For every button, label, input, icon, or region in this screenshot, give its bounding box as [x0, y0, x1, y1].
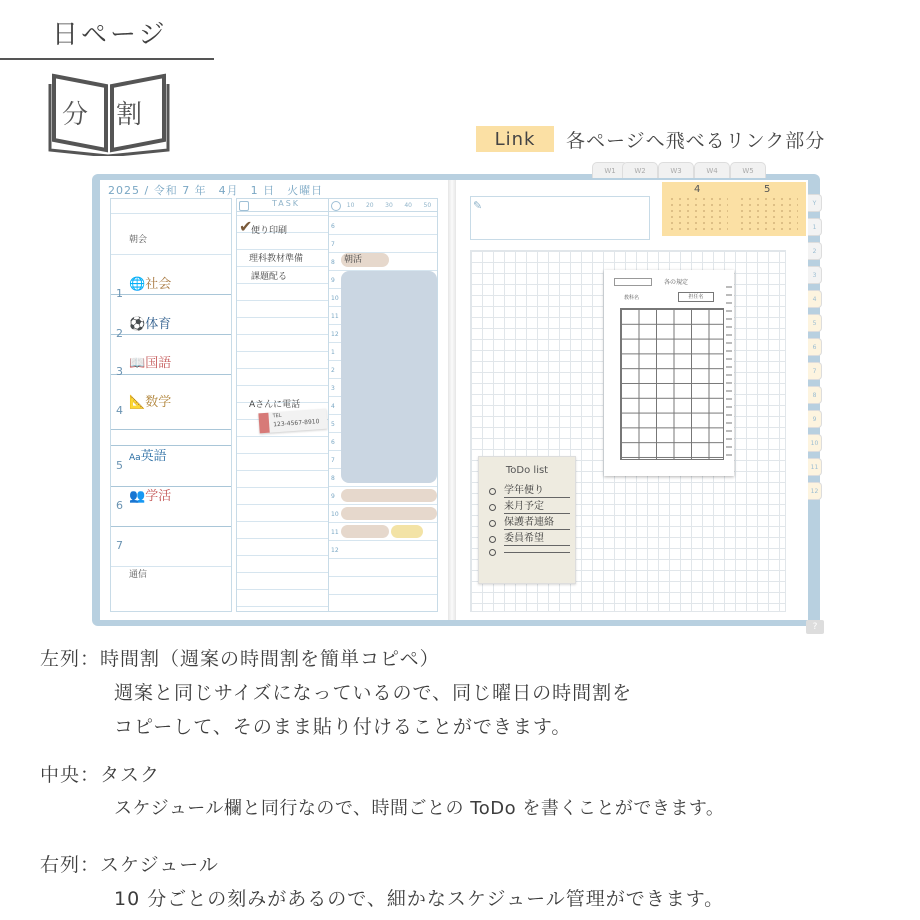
calendar-month: 4	[694, 184, 701, 195]
hour-label: 10	[331, 295, 339, 302]
todo-item[interactable]: 来月予定	[489, 501, 570, 514]
sticker-title: 各の規定	[664, 279, 689, 286]
mini-calendar[interactable]	[662, 182, 806, 236]
link-badge: Link	[476, 126, 554, 152]
hour-label: 12	[331, 547, 339, 554]
hour-label: 12	[331, 331, 339, 338]
month-tab[interactable]: 8	[808, 386, 822, 404]
book-icon: 📖	[129, 356, 146, 371]
hour-label: 6	[331, 439, 335, 446]
memo-box[interactable]	[470, 196, 650, 240]
hour-label: 9	[331, 277, 335, 284]
month-tab[interactable]: 12	[808, 482, 822, 500]
period-number: 7	[116, 539, 123, 552]
circle-icon	[489, 488, 496, 495]
circle-icon	[489, 504, 496, 511]
subject-math: 📐数学	[129, 395, 172, 410]
todo-item[interactable]: 委員希望	[489, 533, 570, 546]
period-number: 2	[116, 327, 123, 340]
month-tab[interactable]: 6	[808, 338, 822, 356]
ruler-icon: 📐	[129, 395, 146, 410]
week-tabs	[592, 162, 782, 180]
subject-english: Aa英語	[129, 449, 167, 464]
circle-icon	[489, 520, 496, 527]
task-item[interactable]: 理科教材準備	[249, 254, 304, 264]
icon-right-label: 割	[116, 100, 143, 130]
month-tab[interactable]: 7	[808, 362, 822, 380]
hour-label: 11	[331, 313, 339, 320]
page-spine	[448, 180, 456, 620]
hour-label: 8	[331, 475, 335, 482]
task-item[interactable]: Aさんに電話	[249, 400, 301, 410]
letters-icon: Aa	[129, 453, 141, 463]
month-tab[interactable]: Y	[808, 194, 822, 212]
timetable-column	[110, 198, 232, 612]
month-tab[interactable]: 10	[808, 434, 822, 452]
hour-label: 8	[331, 259, 335, 266]
task-item[interactable]: 課題配る	[251, 272, 288, 282]
hour-label: 5	[331, 421, 335, 428]
task-header: TASK	[237, 199, 335, 212]
month-tab[interactable]: 3	[808, 266, 822, 284]
desc-left-line: 週案と同じサイズになっているので、同じ曜日の時間割を	[114, 682, 633, 704]
month-tab[interactable]: 11	[808, 458, 822, 476]
circle-icon	[489, 549, 496, 556]
title-divider	[0, 58, 214, 60]
sticker-grid	[620, 308, 724, 460]
desc-right-heading: 右列：スケジュール	[40, 854, 219, 876]
todo-item[interactable]: 保護者連絡	[489, 517, 570, 530]
hour-label: 7	[331, 457, 335, 464]
todo-item[interactable]	[489, 549, 570, 556]
period-number: 3	[116, 365, 123, 378]
hour-label: 7	[331, 241, 335, 248]
week-tab-1[interactable]: W1	[592, 162, 628, 178]
help-icon[interactable]: ?	[806, 620, 824, 634]
period-number: 6	[116, 499, 123, 512]
calendar-days	[738, 196, 798, 230]
schedule-block[interactable]	[391, 525, 423, 538]
sticker-scroll	[726, 280, 732, 460]
schedule-block[interactable]	[341, 525, 389, 538]
timetable-sticker[interactable]	[604, 270, 734, 476]
clock-icon	[331, 201, 341, 211]
timetable-notes: 通信	[129, 570, 148, 580]
hour-label: 6	[331, 223, 335, 230]
schedule-block-classes[interactable]	[341, 271, 437, 483]
month-tab[interactable]: 4	[808, 290, 822, 308]
hour-label: 9	[331, 493, 335, 500]
schedule-block[interactable]	[341, 489, 437, 502]
schedule-header: 10 20 30 40 50	[329, 199, 437, 212]
people-icon: 👥	[129, 489, 146, 504]
week-tab-3[interactable]: W3	[658, 162, 694, 178]
month-tab[interactable]: 2	[808, 242, 822, 260]
calendar-days	[668, 196, 728, 230]
week-tab-4[interactable]: W4	[694, 162, 730, 178]
period-number: 5	[116, 459, 123, 472]
task-column	[236, 198, 336, 612]
sticker-right-label: 担任名	[678, 292, 714, 302]
circle-icon	[489, 536, 496, 543]
checkmark-icon: ✔	[239, 217, 253, 236]
link-description: 各ページへ飛べるリンク部分	[566, 130, 826, 152]
calendar-month: 5	[764, 184, 771, 195]
schedule-block-morning[interactable]: 朝活	[341, 253, 389, 267]
pencil-icon: ✎	[473, 199, 483, 212]
soccer-ball-icon: ⚽	[129, 317, 146, 332]
month-tab[interactable]: 5	[808, 314, 822, 332]
period-number: 1	[116, 287, 123, 300]
subject-social: 🌐社会	[129, 277, 172, 292]
month-tab[interactable]: 1	[808, 218, 822, 236]
month-tabs	[808, 194, 822, 614]
week-tab-2[interactable]: W2	[622, 162, 658, 178]
globe-icon: 🌐	[129, 277, 146, 292]
hour-label: 4	[331, 403, 335, 410]
subject-homeroom: 👥学活	[129, 489, 172, 504]
schedule-column	[328, 198, 438, 612]
desc-right-line: 10 分ごとの刻みがあるので、細かなスケジュール管理ができます。	[114, 888, 725, 910]
sticky-note[interactable]: TEL 123-4567-8910	[258, 409, 327, 434]
icon-left-label: 分	[62, 100, 89, 130]
week-tab-5[interactable]: W5	[730, 162, 766, 178]
page-title: 日ページ	[52, 20, 168, 50]
hour-label: 2	[331, 367, 335, 374]
sticker-left-label: 教科名	[624, 295, 640, 301]
hour-label: 3	[331, 385, 335, 392]
todo-item[interactable]: 学年便り	[489, 485, 570, 498]
subject-japanese: 📖国語	[129, 356, 172, 371]
hour-label: 10	[331, 511, 339, 518]
hour-label: 11	[331, 529, 339, 536]
schedule-block[interactable]	[341, 507, 437, 520]
sticker-field	[614, 278, 652, 286]
todo-card[interactable]	[478, 456, 576, 584]
desc-left-line: コピーして、そのまま貼り付けることができます。	[114, 716, 572, 738]
period-number: 4	[116, 404, 123, 417]
timetable-morning: 朝会	[129, 235, 148, 245]
subject-pe: ⚽体育	[129, 317, 172, 332]
desc-left-heading: 左列：時間割（週案の時間割を簡単コピペ）	[40, 648, 440, 670]
checkbox-icon	[239, 201, 249, 211]
task-item[interactable]: 便り印刷	[251, 226, 288, 236]
todo-title: ToDo list	[505, 465, 549, 476]
desc-center-line: スケジュール欄と同行なので、時間ごとの ToDo を書くことができます。	[114, 798, 725, 819]
hour-label: 1	[331, 349, 335, 356]
desc-center-heading: 中央：タスク	[40, 764, 161, 786]
month-tab[interactable]: 9	[808, 410, 822, 428]
date-header: 2025 / 令和 7 年 4月 1 日 火曜日	[108, 184, 324, 197]
